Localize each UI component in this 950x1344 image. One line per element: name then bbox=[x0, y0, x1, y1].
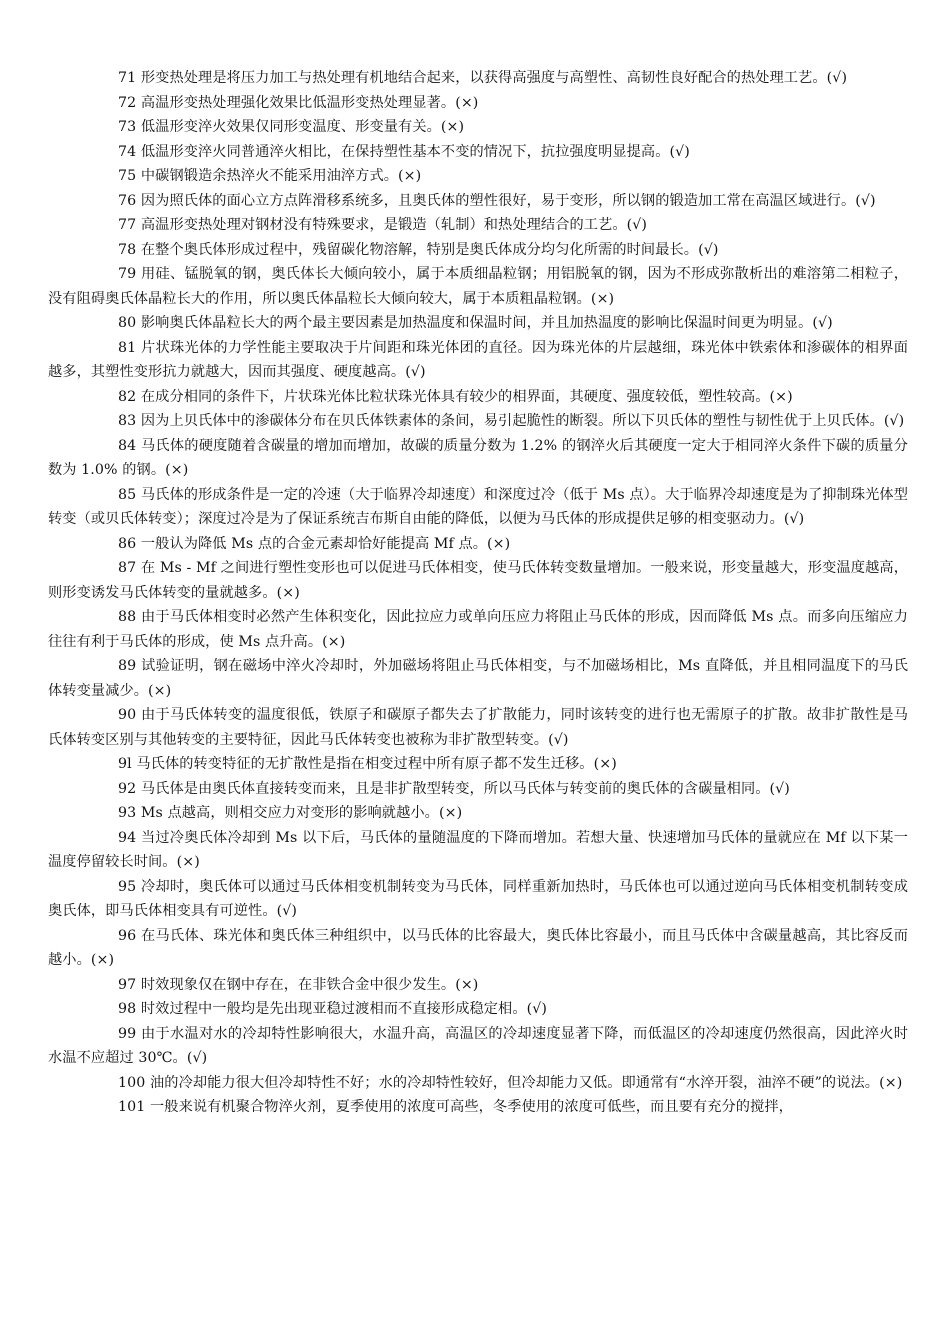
statement-item: 81 片状珠光体的力学性能主要取决于片间距和珠光体团的直径。因为珠光体的片层越细，珠光体中铁索体和渗碳体的相界面越多，其塑性变形抗力就越大，因而其强度、硬度越高。(√) bbox=[48, 339, 908, 380]
statement-item: 76 因为照氏体的面心立方点阵滑移系统多，且奥氏体的塑性很好，易于变形，所以钢的锻造加工常在高温区域进行。(√) bbox=[118, 192, 876, 209]
statement-item: 86 一般认为降低 Ms 点的合金元素却恰好能提高 Mf 点。(×) bbox=[118, 535, 511, 552]
statement-item: 95 冷却时，奥氏体可以通过马氏体相变机制转变为马氏体，同样重新加热时，马氏体也可以通过逆向马氏体相变机制转变成奥氏体，即马氏体相变具有可逆性。(√) bbox=[48, 878, 908, 919]
statement-item: 99 由于水温对水的冷却特性影响很大，水温升高，高温区的冷却速度显著下降，而低温区的冷却速度仍然很高，因此淬火时水温不应超过 30℃。(√) bbox=[48, 1025, 908, 1066]
statement-item: 88 由于马氏体相变时必然产生体积变化，因此拉应力或单向压应力将阻止马氏体的形成，因而降低 Ms 点。而多向压缩应力往往有利于马氏体的形成，使 Ms 点升高。(×) bbox=[48, 609, 908, 650]
statement-item: 94 当过冷奥氏体冷却到 Ms 以下后，马氏体的量随温度的下降而增加。若想大量、快速增加马氏体的量就应在 Mf 以下某一温度停留较长时间。(×) bbox=[48, 829, 908, 870]
statement-item: 90 由于马氏体转变的温度很低，铁原子和碳原子都失去了扩散能力，同时该转变的进行也无需原子的扩散。故非扩散性是马氏体转变区别与其他转变的主要特征，因此马氏体转变也被称为非扩散型转变。(√) bbox=[48, 707, 908, 748]
statement-item: 75 中碳钢锻造余热淬火不能采用油淬方式。(×) bbox=[118, 168, 422, 184]
statement-item: 85 马氏体的形成条件是一定的冷速（大于临界冷却速度）和深度过冷（低于 Ms 点）。大于临界冷却速度是为了抑制珠光体型转变（或贝氏体转变）；深度过冷是为了保证系统吉布斯自由能的降低，以便为马氏体的形成提供足够的相变驱动力。(√) bbox=[48, 486, 908, 527]
statement-item: 9l 马氏体的转变特征的无扩散性是指在相变过程中所有原子都不发生迁移。(×) bbox=[118, 756, 617, 772]
statement-item: 100 油的冷却能力很大但冷却特性不好；水的冷却特性较好，但冷却能力又低。即通常有“水淬开裂，油淬不硬”的说法。(×) bbox=[118, 1074, 903, 1091]
statement-item: 98 时效过程中一般均是先出现亚稳过渡相而不直接形成稳定相。(√) bbox=[118, 1001, 548, 1017]
statement-item: 80 影响奥氏体晶粒长大的两个最主要因素是加热温度和保温时间，并且加热温度的影响比保温时间更为明显。(√) bbox=[118, 315, 833, 331]
statement-item: 101 一般来说有机聚合物淬火剂，夏季使用的浓度可高些，冬季使用的浓度可低些，而且要有充分的搅拌， bbox=[118, 1099, 793, 1115]
statement-item: 96 在马氏体、珠光体和奥氏体三种组织中，以马氏体的比容最大，奥氏体比容最小，而且马氏体中含碳量越高，其比容反而越小。(×) bbox=[48, 927, 908, 968]
document-page bbox=[48, 66, 908, 1120]
statement-item: 89 试验证明，钢在磁场中淬火冷却时，外加磁场将阻止马氏体相变，与不加磁场相比，Ms 直降低，并且相同温度下的马氏体转变量减少。(×) bbox=[48, 658, 908, 699]
statement-item: 79 用硅、锰脱氧的钢，奥氏体长大倾向较小，属于本质细晶粒钢；用铝脱氧的钢，因为不形成弥散析出的难溶第二相粒子，没有阻碍奥氏体晶粒长大的作用，所以奥氏体晶粒长大倾向较大，属于本质粗晶粒钢。(×) bbox=[48, 266, 908, 307]
statement-item: 97 时效现象仅在钢中存在，在非铁合金中很少发生。(×) bbox=[118, 976, 479, 993]
statement-item: 71 形变热处理是将压力加工与热处理有机地结合起来，以获得高强度与高塑性、高韧性良好配合的热处理工艺。(√) bbox=[118, 70, 848, 86]
statement-item: 77 高温形变热处理对钢材没有特殊要求，是锻造（轧制）和热处理结合的工艺。(√) bbox=[118, 217, 648, 233]
statement-item: 84 马氏体的硬度随着含碳量的增加而增加，故碳的质量分数为 1.2% 的钢淬火后其硬度一定大于相同淬火条件下碳的质量分数为 1.0% 的钢。(×) bbox=[48, 437, 908, 478]
statement-item: 78 在整个奥氏体形成过程中，残留碳化物溶解，特别是奥氏体成分均匀化所需的时间最长。(√) bbox=[118, 241, 719, 258]
statement-item: 74 低温形变淬火同普通淬火相比，在保持塑性基本不变的情况下，抗拉强度明显提高。(√) bbox=[118, 143, 690, 160]
statement-item: 87 在 Ms - Mf 之间进行塑性变形也可以促进马氏体相变，使马氏体转变数量增加。一般来说，形变量越大，形变温度越高，则形变诱发马氏体转变的量就越多。(×) bbox=[48, 560, 908, 601]
statement-item: 73 低温形变淬火效果仅同形变温度、形变量有关。(×) bbox=[118, 119, 465, 135]
statement-item: 82 在成分相同的条件下，片状珠光体比粒状珠光体具有较少的相界面，其硬度、强度较低，塑性较高。(×) bbox=[118, 388, 793, 405]
statement-item: 72 高温形变热处理强化效果比低温形变热处理显著。(×) bbox=[118, 94, 479, 111]
statement-item: 92 马氏体是由奥氏体直接转变而来，且是非扩散型转变，所以马氏体与转变前的奥氏体的含碳量相同。(√) bbox=[118, 780, 790, 797]
statement-item: 83 因为上贝氏体中的渗碳体分布在贝氏体铁素体的条间，易引起脆性的断裂。所以下贝氏体的塑性与韧性优于上贝氏体。(√) bbox=[118, 413, 905, 429]
statement-item: 93 Ms 点越高，则相交应力对变形的影响就越小。(×) bbox=[118, 805, 463, 821]
